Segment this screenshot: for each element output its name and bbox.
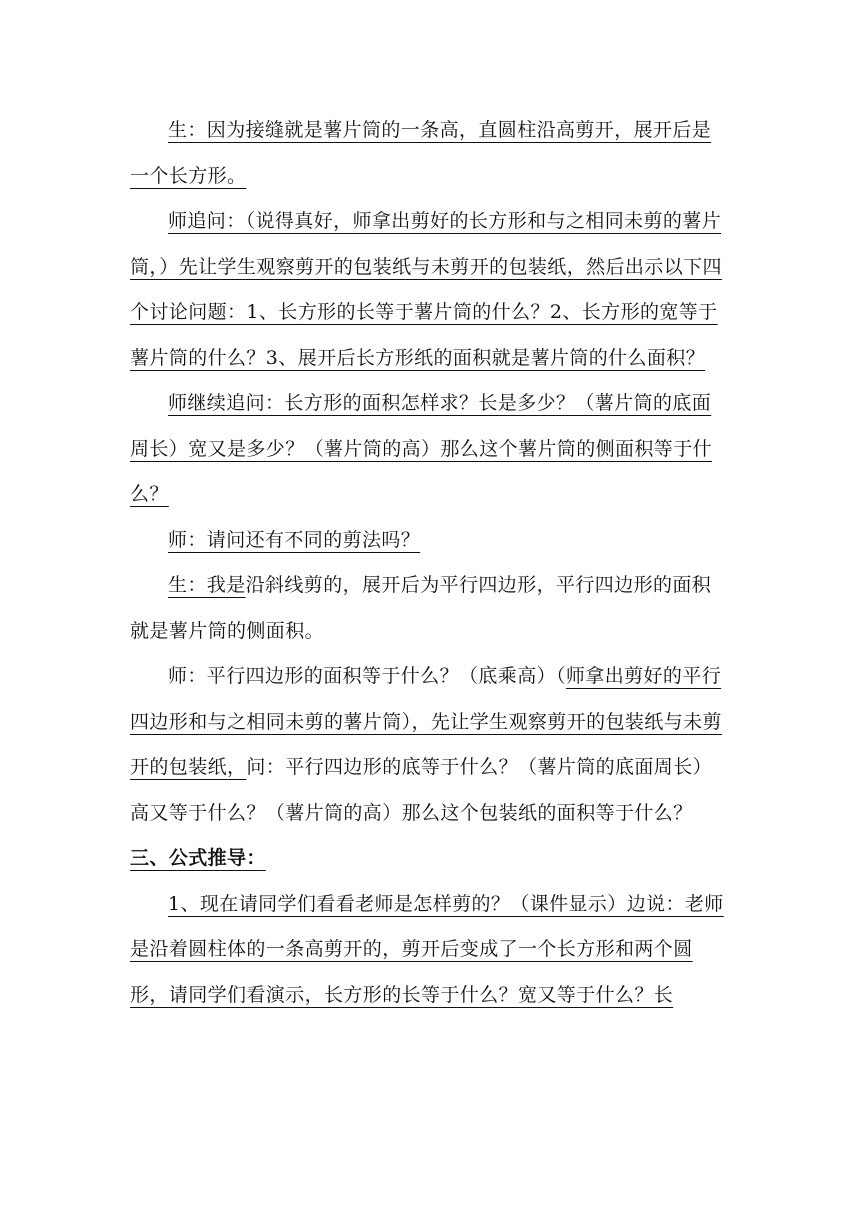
paragraph-teacher-follow-up <box>130 199 730 381</box>
paragraph-text-underlined: 师拿出剪好的平行四边形和与之相同未剪的薯片筒），先让学生观察剪开的包装纸与未剪开的包装纸， <box>130 665 722 778</box>
paragraph-text: 生：因为接缝就是薯片筒的一条高，直圆柱沿高剪开，展开后是一个长方形。 <box>130 119 712 187</box>
paragraph-teacher-continue-question <box>130 381 730 518</box>
document-page <box>130 108 730 1018</box>
paragraph-text: 沿斜线剪的，展开后为平行四边形，平行四边形的面积就是薯片筒的侧面积。 <box>130 574 712 642</box>
paragraph-text: 师：平行四边形的面积等于什么？（底乘高）（ <box>168 665 566 687</box>
section-heading-text: 三、公式推导： <box>130 847 266 869</box>
paragraph-text: 1、现在请同学们看看老师是怎样剪的？（课件显示）边说：老师是沿着圆柱体的一条高剪开的，剪开后变成了一个长方形和两个圆形，请同学们看演示，长方形的长等于什么？宽又等于什么？长 <box>130 892 724 1006</box>
paragraph-formula-derivation <box>130 882 730 1019</box>
paragraph-text: 问：平行四边形的底等于什么？（薯片筒的底面周长）高又等于什么？（薯片筒的高）那么这个包装纸的面积等于什么？ <box>130 756 713 824</box>
paragraph-text: 师追问：（说得真好，师拿出剪好的长方形和与之相同未剪的薯片筒，）先让学生观察剪开的包装纸与未剪开的包装纸，然后出示以下四个讨论问题：1、长方形的长等于薯片筒的什么？2、长方形的宽等于薯片筒的什么？3、展开后长方形纸的面积就是薯片筒的什么面积？ <box>130 210 722 369</box>
section-heading <box>130 836 730 882</box>
paragraph-student-answer-seam <box>130 108 730 199</box>
paragraph-student-diagonal-cut <box>130 563 730 654</box>
paragraph-teacher-other-cuts <box>130 518 730 564</box>
paragraph-text: 师继续追问：长方形的面积怎样求？长是多少？（薯片筒的底面周长）宽又是多少？（薯片筒的高）那么这个薯片筒的侧面积等于什么？ <box>130 392 713 505</box>
paragraph-text: 师：请问还有不同的剪法吗？ <box>168 528 421 551</box>
paragraph-teacher-parallelogram <box>130 654 730 836</box>
paragraph-text-underlined: 生：我是 <box>168 574 246 596</box>
